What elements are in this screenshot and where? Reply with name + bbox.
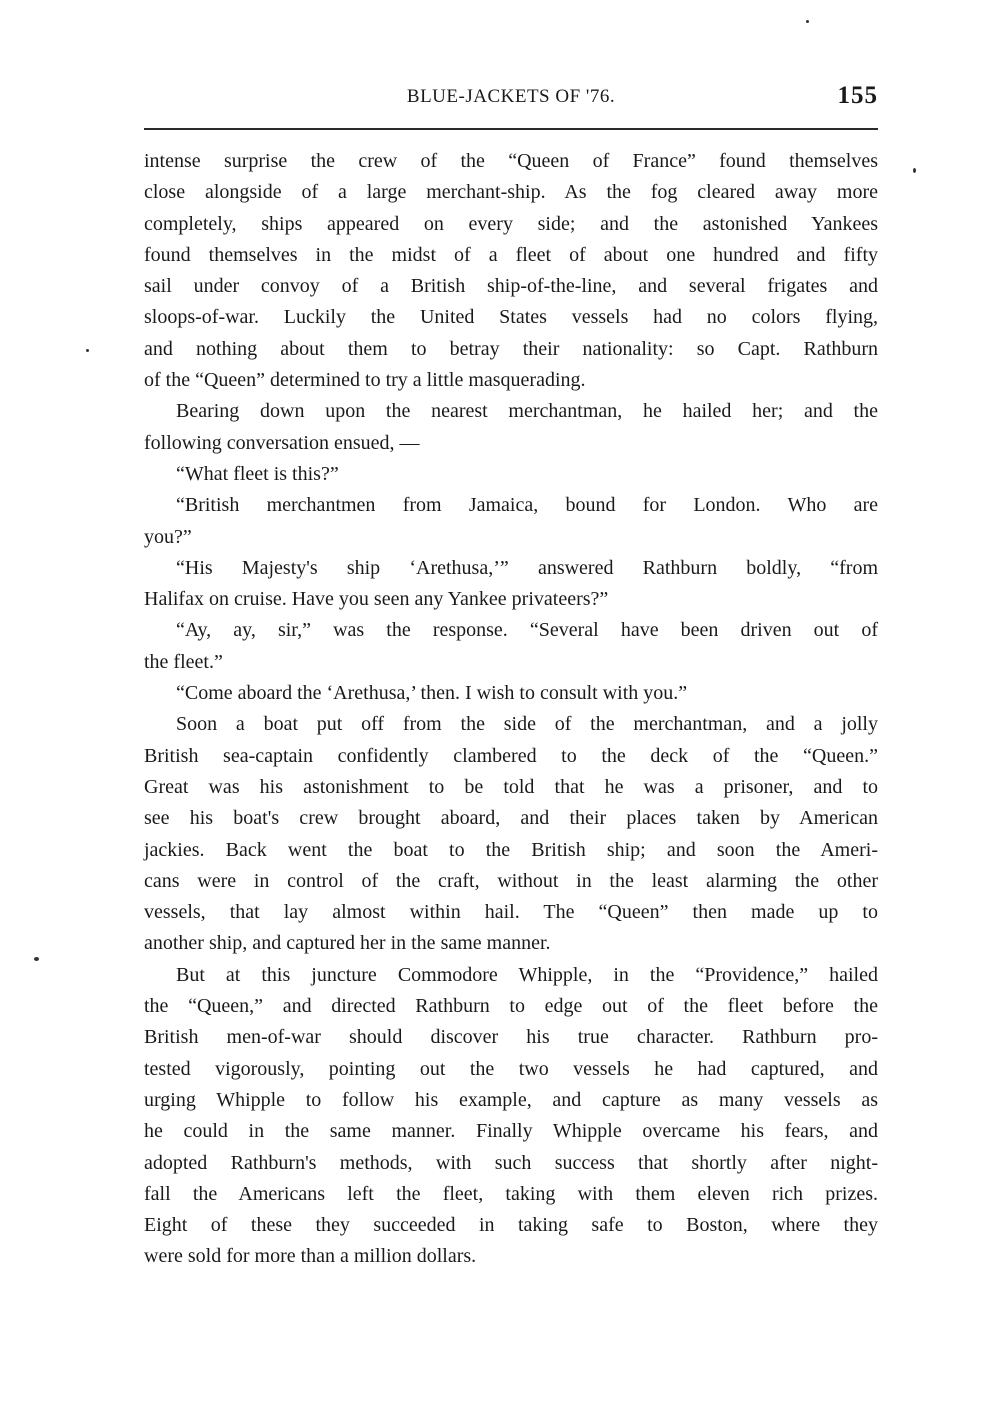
paragraph-start: “British merchantmen from Jamaica, bound for London. Who are xyxy=(176,494,878,517)
text-line: tested vigorously, pointing out the two vessels he had captured, and xyxy=(144,1057,878,1080)
paragraph-start: “His Majesty's ship ‘Arethusa,’” answered Rathburn boldly, “from xyxy=(176,556,878,579)
text-line: cans were in control of the craft, without in the least alarming the other xyxy=(144,869,878,892)
text-line: and nothing about them to betray their nationality: so Capt. Rathburn xyxy=(144,337,878,360)
text-line: Halifax on cruise. Have you seen any Yankee privateers?” xyxy=(144,588,609,611)
text-line: vessels, that lay almost within hail. The “Queen” then made up to xyxy=(144,901,878,924)
header-rule xyxy=(144,128,878,130)
text-line: British sea-captain confidently clambered to the deck of the “Queen.” xyxy=(144,744,878,767)
paragraph-start: “Come aboard the ‘Arethusa,’ then. I wish to consult with you.” xyxy=(176,682,688,705)
text-line: you?” xyxy=(144,525,192,548)
text-line: Eight of these they succeeded in taking safe to Boston, where they xyxy=(144,1214,878,1237)
scan-speck xyxy=(806,20,809,23)
scan-speck xyxy=(913,168,916,173)
text-line: another ship, and captured her in the same manner. xyxy=(144,932,551,955)
text-line: British men-of-war should discover his true character. Rathburn pro- xyxy=(144,1026,878,1049)
paragraph-start: “What fleet is this?” xyxy=(176,462,339,485)
text-line: Great was his astonishment to be told that he was a prisoner, and to xyxy=(144,775,878,798)
scan-speck xyxy=(34,957,39,961)
text-line: sloops-of-war. Luckily the United States vessels had no colors flying, xyxy=(144,306,878,329)
running-title: BLUE-JACKETS OF '76. xyxy=(406,86,616,107)
text-line: see his boat's crew brought aboard, and their places taken by American xyxy=(144,807,878,830)
text-line: of the “Queen” determined to try a little masquerading. xyxy=(144,369,586,392)
text-line: intense surprise the crew of the “Queen of France” found themselves xyxy=(144,150,878,172)
text-line: urging Whipple to follow his example, and capture as many vessels as xyxy=(144,1088,878,1111)
text-line: found themselves in the midst of a fleet of about one hundred and fifty xyxy=(144,243,878,266)
paragraph-start: Bearing down upon the nearest merchantman, he hailed her; and the xyxy=(176,400,878,423)
text-line: jackies. Back went the boat to the British ship; and soon the Ameri- xyxy=(144,838,878,861)
text-line: he could in the same manner. Finally Whipple overcame his fears, and xyxy=(144,1120,878,1143)
body-text xyxy=(144,146,878,1273)
text-line: the “Queen,” and directed Rathburn to edge out of the fleet before the xyxy=(144,995,878,1018)
running-head xyxy=(144,82,878,116)
text-line: sail under convoy of a British ship-of-the-line, and several frigates and xyxy=(144,275,878,298)
text-line: completely, ships appeared on every side; and the astonished Yankees xyxy=(144,212,878,235)
paragraph-start: Soon a boat put off from the side of the merchantman, and a jolly xyxy=(176,713,878,736)
text-line: close alongside of a large merchant-ship. As the fog cleared away more xyxy=(144,181,878,204)
text-line: were sold for more than a million dollars. xyxy=(144,1245,477,1268)
text-line: fall the Americans left the fleet, taking with them eleven rich prizes. xyxy=(144,1182,878,1205)
text-line: adopted Rathburn's methods, with such success that shortly after night- xyxy=(144,1151,878,1174)
scan-speck xyxy=(86,349,89,352)
paragraph-start: But at this juncture Commodore Whipple, in the “Providence,” hailed xyxy=(176,963,878,986)
text-line: following conversation ensued, — xyxy=(144,431,420,454)
paragraph-start: “Ay, ay, sir,” was the response. “Several have been driven out of xyxy=(176,619,878,642)
text-line: the fleet.” xyxy=(144,650,223,673)
page-number: 155 xyxy=(837,82,878,109)
